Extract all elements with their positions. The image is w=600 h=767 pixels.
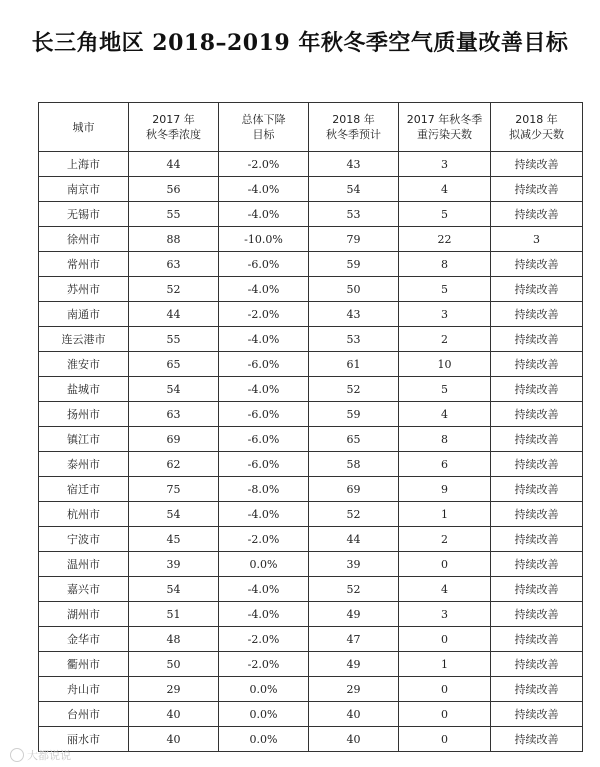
- heavy-pollution-days-cell: 2: [399, 527, 491, 552]
- city-cell: 常州市: [39, 252, 129, 277]
- city-cell: 苏州市: [39, 277, 129, 302]
- reduction-target-cell: -2.0%: [219, 152, 309, 177]
- heavy-pollution-days-cell: 5: [399, 277, 491, 302]
- city-cell: 嘉兴市: [39, 577, 129, 602]
- heavy-pollution-days-cell: 0: [399, 677, 491, 702]
- concentration-2017-cell: 62: [129, 452, 219, 477]
- table-row: [39, 702, 583, 727]
- city-cell: 湖州市: [39, 602, 129, 627]
- weibo-icon: [10, 748, 24, 762]
- heavy-pollution-days-cell: 4: [399, 177, 491, 202]
- table-row: [39, 202, 583, 227]
- heavy-pollution-days-cell: 22: [399, 227, 491, 252]
- table-body: [39, 152, 583, 752]
- column-header-line: 目标: [252, 128, 275, 141]
- concentration-2017-cell: 55: [129, 202, 219, 227]
- column-header-line: 拟减少天数: [509, 128, 564, 141]
- reduction-target-cell: -10.0%: [219, 227, 309, 252]
- forecast-2018-cell: 59: [309, 252, 399, 277]
- concentration-2017-cell: 52: [129, 277, 219, 302]
- table-row: [39, 627, 583, 652]
- city-cell: 衢州市: [39, 652, 129, 677]
- concentration-2017-cell: 51: [129, 602, 219, 627]
- city-cell: 连云港市: [39, 327, 129, 352]
- heavy-pollution-days-cell: 5: [399, 202, 491, 227]
- heavy-pollution-days-cell: 3: [399, 302, 491, 327]
- days-reduction-cell: 持续改善: [491, 202, 583, 227]
- table-row: [39, 277, 583, 302]
- concentration-2017-cell: 45: [129, 527, 219, 552]
- table-row: [39, 502, 583, 527]
- table-row: [39, 652, 583, 677]
- days-reduction-cell: 持续改善: [491, 427, 583, 452]
- reduction-target-cell: -4.0%: [219, 602, 309, 627]
- column-header: [491, 103, 583, 152]
- heavy-pollution-days-cell: 3: [399, 602, 491, 627]
- city-cell: 宿迁市: [39, 477, 129, 502]
- document-title: 长三角地区 2018–2019 年秋冬季空气质量改善目标: [31, 30, 569, 56]
- column-header-line: 秋冬季浓度: [146, 128, 201, 141]
- forecast-2018-cell: 49: [309, 602, 399, 627]
- reduction-target-cell: -6.0%: [219, 252, 309, 277]
- city-cell: 台州市: [39, 702, 129, 727]
- heavy-pollution-days-cell: 3: [399, 152, 491, 177]
- heavy-pollution-days-cell: 4: [399, 402, 491, 427]
- table-row: [39, 527, 583, 552]
- city-cell: 无锡市: [39, 202, 129, 227]
- days-reduction-cell: 持续改善: [491, 627, 583, 652]
- column-header: [309, 103, 399, 152]
- forecast-2018-cell: 40: [309, 702, 399, 727]
- reduction-target-cell: 0.0%: [219, 677, 309, 702]
- reduction-target-cell: -2.0%: [219, 652, 309, 677]
- forecast-2018-cell: 52: [309, 377, 399, 402]
- column-header-line: 秋冬季预计: [326, 128, 381, 141]
- forecast-2018-cell: 43: [309, 302, 399, 327]
- reduction-target-cell: -4.0%: [219, 202, 309, 227]
- forecast-2018-cell: 44: [309, 527, 399, 552]
- reduction-target-cell: -6.0%: [219, 352, 309, 377]
- city-cell: 盐城市: [39, 377, 129, 402]
- city-cell: 杭州市: [39, 502, 129, 527]
- table-row: [39, 227, 583, 252]
- column-header-line: 2018 年: [515, 113, 558, 126]
- heavy-pollution-days-cell: 0: [399, 702, 491, 727]
- column-header-line: 2017 年: [152, 113, 195, 126]
- reduction-target-cell: -6.0%: [219, 427, 309, 452]
- days-reduction-cell: 持续改善: [491, 377, 583, 402]
- days-reduction-cell: 持续改善: [491, 302, 583, 327]
- days-reduction-cell: 持续改善: [491, 677, 583, 702]
- table-row: [39, 477, 583, 502]
- days-reduction-cell: 持续改善: [491, 702, 583, 727]
- column-header-line: 重污染天数: [417, 128, 472, 141]
- concentration-2017-cell: 40: [129, 702, 219, 727]
- reduction-target-cell: -4.0%: [219, 177, 309, 202]
- forecast-2018-cell: 50: [309, 277, 399, 302]
- table-row: [39, 302, 583, 327]
- heavy-pollution-days-cell: 2: [399, 327, 491, 352]
- days-reduction-cell: 持续改善: [491, 527, 583, 552]
- heavy-pollution-days-cell: 6: [399, 452, 491, 477]
- concentration-2017-cell: 50: [129, 652, 219, 677]
- days-reduction-cell: 持续改善: [491, 477, 583, 502]
- heavy-pollution-days-cell: 0: [399, 552, 491, 577]
- table-row: [39, 727, 583, 752]
- column-header-line: 城市: [72, 120, 95, 134]
- forecast-2018-cell: 79: [309, 227, 399, 252]
- column-header-line: 总体下降: [241, 113, 286, 126]
- heavy-pollution-days-cell: 5: [399, 377, 491, 402]
- reduction-target-cell: -6.0%: [219, 452, 309, 477]
- reduction-target-cell: 0.0%: [219, 552, 309, 577]
- concentration-2017-cell: 39: [129, 552, 219, 577]
- concentration-2017-cell: 54: [129, 577, 219, 602]
- column-header: [399, 103, 491, 152]
- concentration-2017-cell: 63: [129, 252, 219, 277]
- forecast-2018-cell: 65: [309, 427, 399, 452]
- concentration-2017-cell: 88: [129, 227, 219, 252]
- concentration-2017-cell: 63: [129, 402, 219, 427]
- table-row: [39, 677, 583, 702]
- city-cell: 扬州市: [39, 402, 129, 427]
- forecast-2018-cell: 29: [309, 677, 399, 702]
- days-reduction-cell: 持续改善: [491, 177, 583, 202]
- days-reduction-cell: 持续改善: [491, 502, 583, 527]
- reduction-target-cell: 0.0%: [219, 702, 309, 727]
- heavy-pollution-days-cell: 8: [399, 427, 491, 452]
- table-row: [39, 452, 583, 477]
- days-reduction-cell: 持续改善: [491, 602, 583, 627]
- city-cell: 淮安市: [39, 352, 129, 377]
- concentration-2017-cell: 48: [129, 627, 219, 652]
- heavy-pollution-days-cell: 10: [399, 352, 491, 377]
- city-cell: 泰州市: [39, 452, 129, 477]
- table-row: [39, 552, 583, 577]
- table-row: [39, 427, 583, 452]
- heavy-pollution-days-cell: 0: [399, 727, 491, 752]
- forecast-2018-cell: 61: [309, 352, 399, 377]
- days-reduction-cell: 持续改善: [491, 152, 583, 177]
- city-cell: 徐州市: [39, 227, 129, 252]
- days-reduction-cell: 持续改善: [491, 327, 583, 352]
- concentration-2017-cell: 44: [129, 302, 219, 327]
- air-quality-table: [38, 102, 583, 752]
- forecast-2018-cell: 69: [309, 477, 399, 502]
- reduction-target-cell: -4.0%: [219, 377, 309, 402]
- forecast-2018-cell: 39: [309, 552, 399, 577]
- reduction-target-cell: 0.0%: [219, 727, 309, 752]
- city-cell: 南通市: [39, 302, 129, 327]
- reduction-target-cell: -2.0%: [219, 527, 309, 552]
- city-cell: 温州市: [39, 552, 129, 577]
- days-reduction-cell: 持续改善: [491, 727, 583, 752]
- concentration-2017-cell: 55: [129, 327, 219, 352]
- city-cell: 舟山市: [39, 677, 129, 702]
- column-header-line: 2018 年: [332, 113, 375, 126]
- concentration-2017-cell: 65: [129, 352, 219, 377]
- reduction-target-cell: -2.0%: [219, 302, 309, 327]
- forecast-2018-cell: 59: [309, 402, 399, 427]
- reduction-target-cell: -2.0%: [219, 627, 309, 652]
- table-row: [39, 377, 583, 402]
- days-reduction-cell: 持续改善: [491, 277, 583, 302]
- table-row: [39, 352, 583, 377]
- days-reduction-cell: 持续改善: [491, 252, 583, 277]
- concentration-2017-cell: 75: [129, 477, 219, 502]
- concentration-2017-cell: 54: [129, 502, 219, 527]
- column-header: [129, 103, 219, 152]
- reduction-target-cell: -6.0%: [219, 402, 309, 427]
- table-row: [39, 602, 583, 627]
- watermark: [10, 747, 71, 763]
- heavy-pollution-days-cell: 8: [399, 252, 491, 277]
- table-row: [39, 327, 583, 352]
- forecast-2018-cell: 49: [309, 652, 399, 677]
- forecast-2018-cell: 40: [309, 727, 399, 752]
- concentration-2017-cell: 54: [129, 377, 219, 402]
- column-header: [39, 103, 129, 152]
- concentration-2017-cell: 44: [129, 152, 219, 177]
- heavy-pollution-days-cell: 0: [399, 627, 491, 652]
- reduction-target-cell: -4.0%: [219, 277, 309, 302]
- column-header-line: 2017 年秋冬季: [406, 113, 483, 126]
- forecast-2018-cell: 43: [309, 152, 399, 177]
- forecast-2018-cell: 53: [309, 327, 399, 352]
- reduction-target-cell: -4.0%: [219, 327, 309, 352]
- column-header: [219, 103, 309, 152]
- city-cell: 南京市: [39, 177, 129, 202]
- heavy-pollution-days-cell: 9: [399, 477, 491, 502]
- concentration-2017-cell: 40: [129, 727, 219, 752]
- days-reduction-cell: 持续改善: [491, 402, 583, 427]
- days-reduction-cell: 3: [491, 227, 583, 252]
- forecast-2018-cell: 58: [309, 452, 399, 477]
- reduction-target-cell: -8.0%: [219, 477, 309, 502]
- heavy-pollution-days-cell: 4: [399, 577, 491, 602]
- table-row: [39, 152, 583, 177]
- reduction-target-cell: -4.0%: [219, 502, 309, 527]
- days-reduction-cell: 持续改善: [491, 552, 583, 577]
- forecast-2018-cell: 53: [309, 202, 399, 227]
- concentration-2017-cell: 56: [129, 177, 219, 202]
- city-cell: 上海市: [39, 152, 129, 177]
- concentration-2017-cell: 69: [129, 427, 219, 452]
- city-cell: 镇江市: [39, 427, 129, 452]
- table-row: [39, 177, 583, 202]
- heavy-pollution-days-cell: 1: [399, 502, 491, 527]
- days-reduction-cell: 持续改善: [491, 352, 583, 377]
- forecast-2018-cell: 54: [309, 177, 399, 202]
- forecast-2018-cell: 52: [309, 577, 399, 602]
- city-cell: 金华市: [39, 627, 129, 652]
- days-reduction-cell: 持续改善: [491, 652, 583, 677]
- city-cell: 宁波市: [39, 527, 129, 552]
- table-row: [39, 577, 583, 602]
- table-header-row: [39, 103, 583, 152]
- days-reduction-cell: 持续改善: [491, 577, 583, 602]
- forecast-2018-cell: 52: [309, 502, 399, 527]
- days-reduction-cell: 持续改善: [491, 452, 583, 477]
- reduction-target-cell: -4.0%: [219, 577, 309, 602]
- table-row: [39, 402, 583, 427]
- heavy-pollution-days-cell: 1: [399, 652, 491, 677]
- concentration-2017-cell: 29: [129, 677, 219, 702]
- forecast-2018-cell: 47: [309, 627, 399, 652]
- watermark-text: 大都说说: [27, 749, 71, 762]
- table-row: [39, 252, 583, 277]
- city-cell: 丽水市: [39, 727, 129, 752]
